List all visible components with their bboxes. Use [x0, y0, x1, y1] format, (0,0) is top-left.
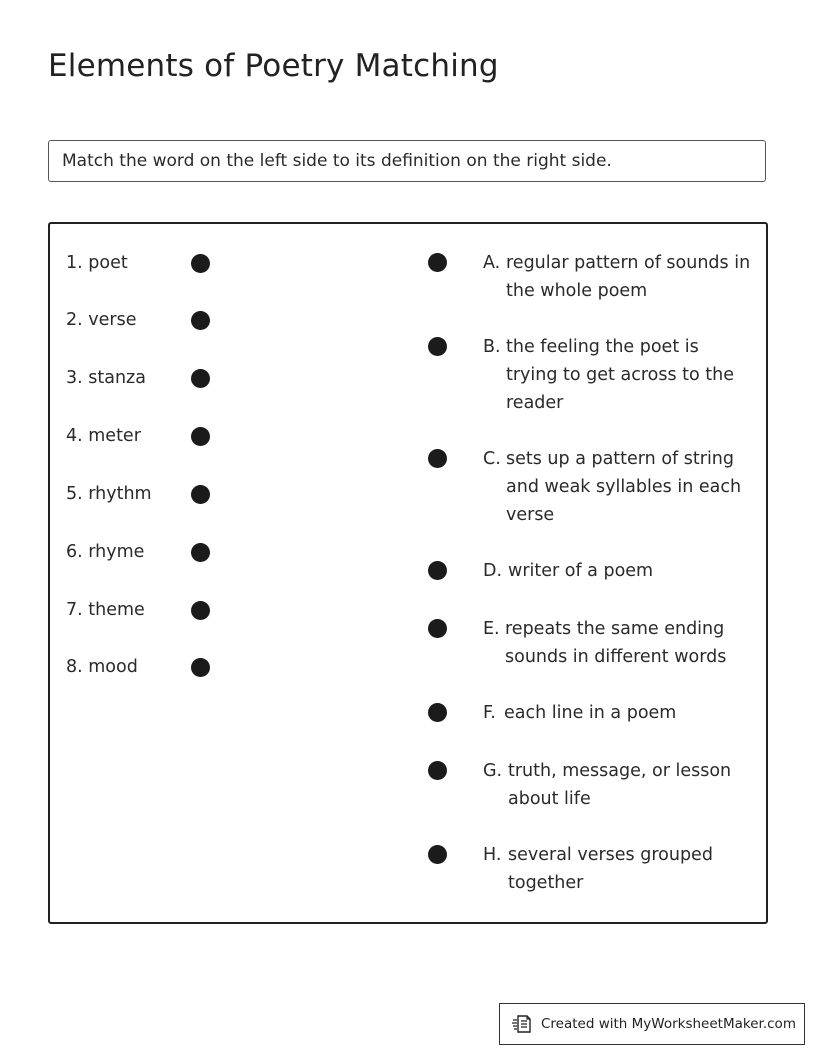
footer-credit[interactable]: [499, 1003, 805, 1045]
definition-dot-h[interactable]: [428, 845, 447, 864]
definition-text-d: writer of a poem: [508, 561, 654, 581]
word-item-8: 8. mood: [66, 657, 138, 677]
definition-letter-g: G.: [483, 761, 503, 781]
definition-text-h: several verses grouped together: [508, 845, 713, 893]
word-dot-3[interactable]: [191, 369, 210, 388]
instructions-box: Match the word on the left side to its definition on the right side.: [48, 140, 766, 182]
word-item-5: 5. rhythm: [66, 484, 152, 504]
definition-dot-f[interactable]: [428, 703, 447, 722]
definition-dot-a[interactable]: [428, 253, 447, 272]
definition-text-c: sets up a pattern of string and weak syllables in each verse: [506, 449, 742, 525]
definition-text-b: the feeling the poet is trying to get across to the reader: [506, 337, 734, 413]
worksheet-maker-logo-icon: [512, 1013, 534, 1035]
definition-letter-h: H.: [483, 845, 502, 865]
word-dot-4[interactable]: [191, 427, 210, 446]
word-dot-8[interactable]: [191, 658, 210, 677]
definition-letter-a: A.: [483, 253, 501, 273]
word-item-4: 4. meter: [66, 426, 141, 446]
definition-text-g: truth, message, or lesson about life: [508, 761, 732, 809]
word-dot-5[interactable]: [191, 485, 210, 504]
definition-letter-b: B.: [483, 337, 501, 357]
word-item-1: 1. poet: [66, 253, 128, 273]
word-dot-2[interactable]: [191, 311, 210, 330]
definition-text-e: repeats the same ending sounds in different words: [505, 619, 727, 667]
definition-dot-c[interactable]: [428, 449, 447, 468]
word-item-2: 2. verse: [66, 310, 137, 330]
word-dot-6[interactable]: [191, 543, 210, 562]
definition-dot-d[interactable]: [428, 561, 447, 580]
definition-dot-b[interactable]: [428, 337, 447, 356]
definition-letter-e: E.: [483, 619, 500, 639]
definition-dot-g[interactable]: [428, 761, 447, 780]
word-dot-1[interactable]: [191, 254, 210, 273]
definition-dot-e[interactable]: [428, 619, 447, 638]
word-dot-7[interactable]: [191, 601, 210, 620]
footer-text: Created with MyWorksheetMaker.com: [541, 1016, 796, 1032]
definition-letter-d: D.: [483, 561, 503, 581]
definition-text-f: each line in a poem: [504, 703, 677, 723]
word-item-7: 7. theme: [66, 600, 145, 620]
page-title: Elements of Poetry Matching: [48, 48, 499, 84]
definition-letter-c: C.: [483, 449, 501, 469]
definition-text-a: regular pattern of sounds in the whole poem: [506, 253, 751, 301]
word-item-3: 3. stanza: [66, 368, 146, 388]
definition-letter-f: F.: [483, 703, 496, 723]
word-item-6: 6. rhyme: [66, 542, 145, 562]
